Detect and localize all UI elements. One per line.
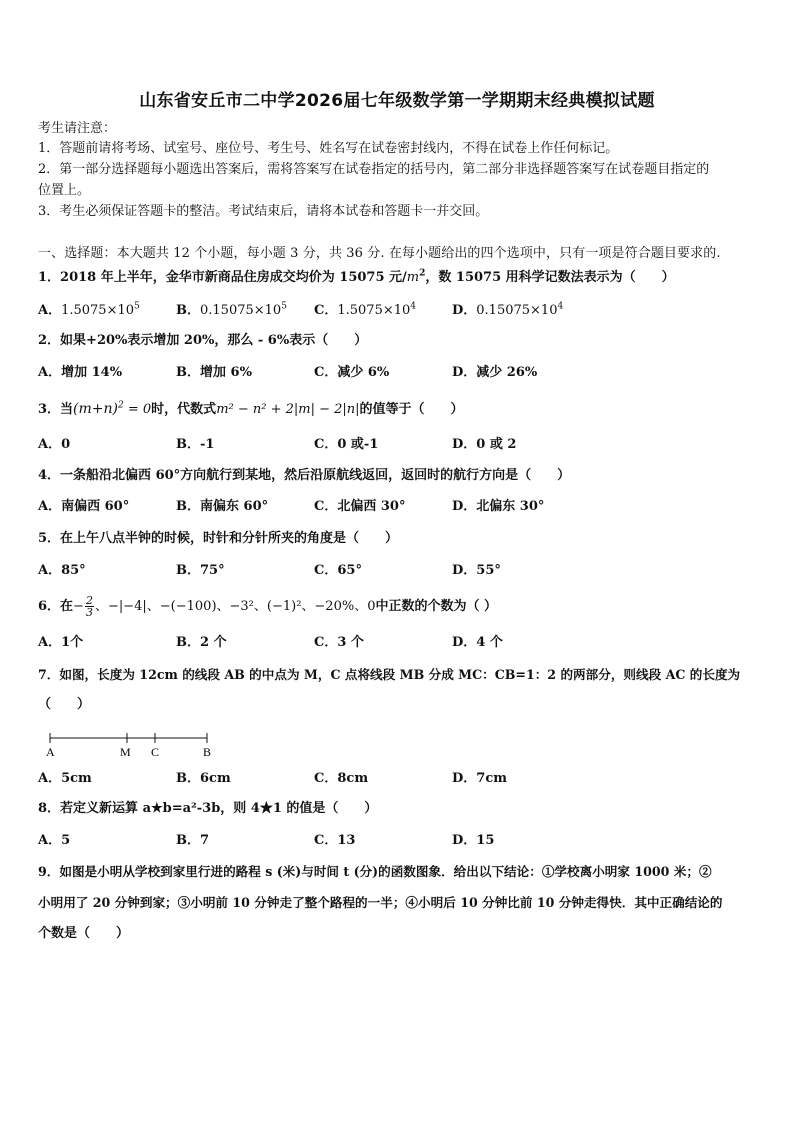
- q2-option-c: C．减少 6%: [314, 365, 390, 380]
- q1-stem: 1．2018 年上半年，金华市新商品住房成交均价为 15075 元$/m^2$，数 15075 用科学记数法表示为（ ）: [38, 268, 675, 285]
- notice-item-2: 2．第一部分选择题每小题选出答案后，需将答案写在试卷指定的括号内，第二部分非选择题答案写在试卷题目指定的: [38, 162, 710, 177]
- notice-item-2-cont: 位置上。: [38, 183, 91, 198]
- q1-option-a: A．$1.5075\times 10^5$: [38, 301, 140, 318]
- q7-option-b: B．6cm: [176, 771, 231, 786]
- q5-stem: 5．在上午八点半钟的时候，时针和分针所夹的角度是（ ）: [38, 531, 399, 546]
- q7-option-d: D．7cm: [452, 771, 507, 786]
- q6-option-d: D．4 个: [452, 635, 503, 650]
- notice-heading: 考生请注意：: [38, 121, 117, 136]
- q1-option-c: C．$1.5075\times 10^4$: [314, 301, 417, 318]
- q4-option-d: D．北偏东 30°: [452, 499, 545, 514]
- q6-fraction: $\frac{2}{3}$: [85, 594, 93, 619]
- q4-option-c: C．北偏西 30°: [314, 499, 406, 514]
- label-a: A: [46, 745, 55, 759]
- label-b: B: [203, 745, 212, 759]
- q6-option-a: A．1个: [38, 635, 84, 650]
- q7-option-a: A．5cm: [38, 771, 92, 786]
- q3-option-c: C．0 或-1: [314, 437, 379, 452]
- q7-stem-line2: （ ）: [38, 697, 91, 712]
- q9-line-2: 小明用了 20 分钟到家；③小明前 10 分钟走了整个路程的一半；④小明后 10 分钟比前 10 分钟走得快．其中正确结论的: [38, 895, 723, 910]
- q6-stem: 6．在− $\frac{2}{3}$ 、−|−4|、−(−100)、−3²、(−1)²、−20%、0中正数的个数为（ ）: [38, 594, 497, 619]
- notice-item-3: 3．考生必须保证答题卡的整洁。考试结束后，请将本试卷和答题卡一并交回。: [38, 204, 489, 219]
- q9-line-1: 9．如图是小明从学校到家里行进的路程 s (米)与时间 t (分)的函数图象．给出以下结论：①学校离小明家 1000 米；②: [38, 864, 712, 879]
- q6-option-b: B．2 个: [176, 635, 227, 650]
- q3-option-b: B．-1: [176, 437, 215, 452]
- q7-option-c: C．8cm: [314, 771, 369, 786]
- q8-stem: 8．若定义新运算 a★b=a²-3b，则 4★1 的值是（ ）: [38, 801, 378, 816]
- segment-diagram: [40, 730, 220, 760]
- q2-option-b: B．增加 6%: [176, 365, 252, 380]
- q2-option-a: A．增加 14%: [38, 365, 123, 380]
- q3-option-a: A．0: [38, 437, 71, 452]
- q5-option-a: A．85°: [38, 563, 86, 578]
- q2-stem: 2．如果+20%表示增加 20%，那么 - 6%表示（ ）: [38, 333, 368, 348]
- label-m: M: [120, 745, 131, 759]
- q1-option-d: D．$0.15075\times 10^4$: [452, 301, 564, 318]
- q8-option-d: D．15: [452, 833, 495, 848]
- label-c: C: [151, 745, 160, 759]
- q8-option-c: C．13: [314, 833, 356, 848]
- q9-line-3: 个数是（ ）: [38, 926, 130, 941]
- section-heading: 一、选择题：本大题共 12 个小题，每小题 3 分，共 36 分. 在每小题给出的四个选项中，只有一项是符合题目要求的.: [38, 246, 721, 261]
- q4-option-a: A．南偏西 60°: [38, 499, 130, 514]
- notice-item-1: 1．答题前请将考场、试室号、座位号、考生号、姓名写在试卷密封线内，不得在试卷上作任何标记。: [38, 141, 619, 156]
- q3-option-d: D．0 或 2: [452, 437, 517, 452]
- q7-stem-line1: 7．如图，长度为 12cm 的线段 AB 的中点为 M，C 点将线段 MB 分成 MC：CB=1：2 的两部分，则线段 AC 的长度为: [38, 667, 741, 682]
- q1-option-b: B．$0.15075\times 10^5$: [176, 301, 287, 318]
- q4-stem: 4．一条船沿北偏西 60°方向航行到某地，然后沿原航线返回，返回时的航行方向是（ ）: [38, 468, 571, 483]
- q5-option-d: D．55°: [452, 563, 501, 578]
- q4-option-b: B．南偏东 60°: [176, 499, 269, 514]
- q6-option-c: C．3 个: [314, 635, 364, 650]
- q2-option-d: D．减少 26%: [452, 365, 538, 380]
- page-title: 山东省安丘市二中学2026届七年级数学第一学期期末经典模拟试题: [139, 91, 655, 111]
- q3-stem: 3．当$(m+n)^2 = 0$时，代数式m² − n² + 2|m| − 2|n|的值等于（ ）: [38, 400, 464, 417]
- q8-option-b: B．7: [176, 833, 210, 848]
- q5-option-c: C．65°: [314, 563, 362, 578]
- q8-option-a: A．5: [38, 833, 71, 848]
- q5-option-b: B．75°: [176, 563, 225, 578]
